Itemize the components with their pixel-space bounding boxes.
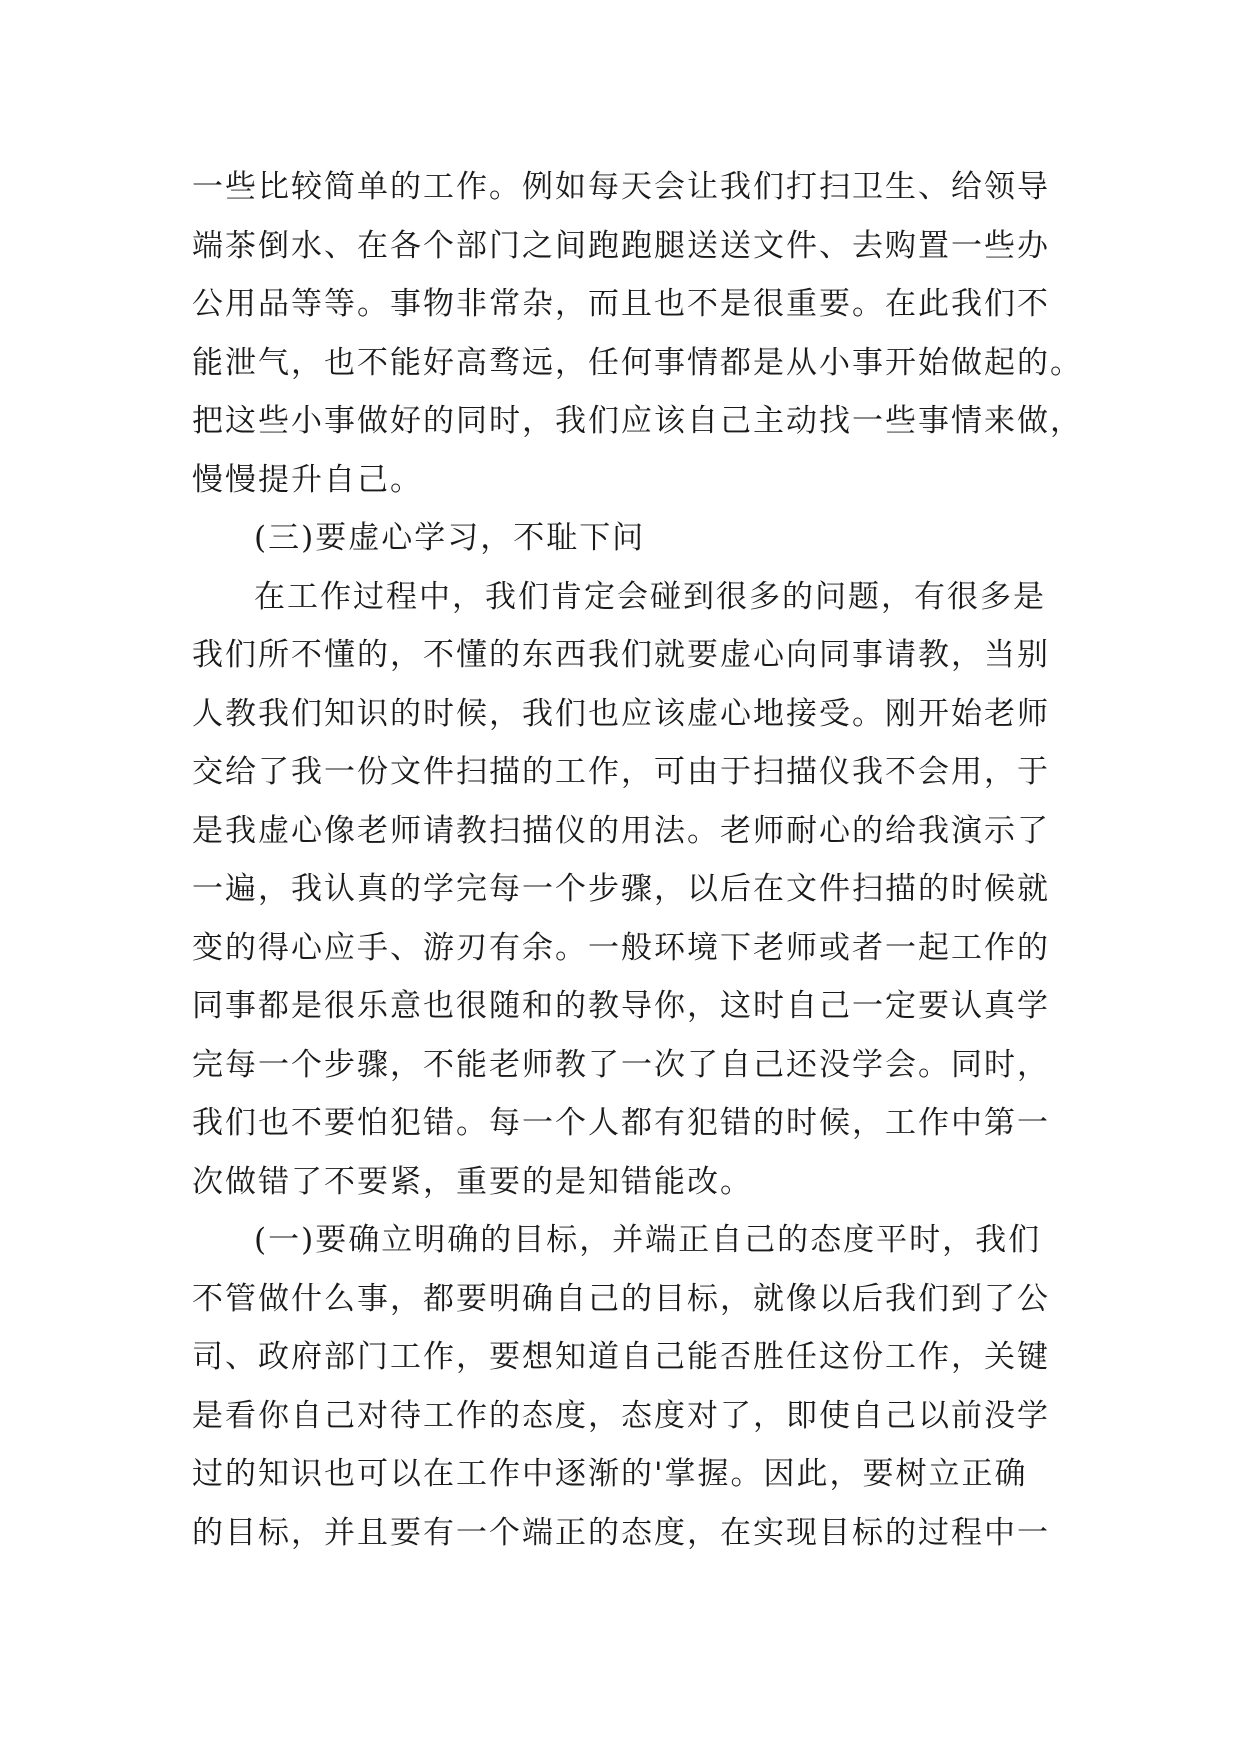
text-line: (一)要确立明确的目标，并端正自己的态度平时，我们 xyxy=(254,1222,1042,1258)
text-line: 不管做什么事，都要明确自己的目标，就像以后我们到了公 xyxy=(192,1280,1050,1317)
text-line: 我们也不要怕犯错。每一个人都有犯错的时候，工作中第一 xyxy=(192,1105,1050,1141)
text-line: 慢慢提升自己。 xyxy=(192,461,423,498)
text-line: 人教我们知识的时候，我们也应该虚心地接受。刚开始老师 xyxy=(192,695,1050,732)
text-line: 变的得心应手、游刃有余。一般环境下老师或者一起工作的 xyxy=(192,929,1050,966)
text-line: 是我虚心像老师请教扫描仪的用法。老师耐心的给我演示了 xyxy=(192,812,1050,849)
text-line: 端茶倒水、在各个部门之间跑跑腿送送文件、去购置一些办 xyxy=(192,227,1050,264)
document-body-text xyxy=(192,158,1083,1562)
text-line: 一遍，我认真的学完每一个步骤，以后在文件扫描的时候就 xyxy=(192,871,1050,907)
text-line: 次做错了不要紧，重要的是知错能改。 xyxy=(192,1163,753,1200)
text-line: 的目标，并且要有一个端正的态度，在实现目标的过程中一 xyxy=(192,1514,1050,1551)
text-line: 能泄气，也不能好高骛远，任何事情都是从小事开始做起的。 xyxy=(192,344,1083,381)
text-line: (三)要虚心学习，不耻下问 xyxy=(254,520,646,556)
text-line: 在工作过程中，我们肯定会碰到很多的问题，有很多是 xyxy=(254,578,1046,615)
text-line: 公用品等等。事物非常杂，而且也不是很重要。在此我们不 xyxy=(192,286,1050,322)
text-line: 是看你自己对待工作的态度，态度对了，即使自己以前没学 xyxy=(192,1397,1050,1434)
text-line: 我们所不懂的，不懂的东西我们就要虚心向同事请教，当别 xyxy=(192,637,1050,673)
text-line: 交给了我一份文件扫描的工作，可由于扫描仪我不会用，于 xyxy=(192,754,1050,790)
text-line: 司、政府部门工作，要想知道自己能否胜任这份工作，关键 xyxy=(192,1339,1050,1375)
text-line: 把这些小事做好的同时，我们应该自己主动找一些事情来做， xyxy=(192,403,1083,439)
text-line: 完每一个步骤，不能老师教了一次了自己还没学会。同时， xyxy=(192,1046,1050,1083)
text-line: 过的知识也可以在工作中逐渐的'掌握。因此，要树立正确 xyxy=(192,1456,1028,1492)
text-line: 同事都是很乐意也很随和的教导你，这时自己一定要认真学 xyxy=(192,988,1050,1024)
text-line: 一些比较简单的工作。例如每天会让我们打扫卫生、给领导 xyxy=(192,169,1050,205)
